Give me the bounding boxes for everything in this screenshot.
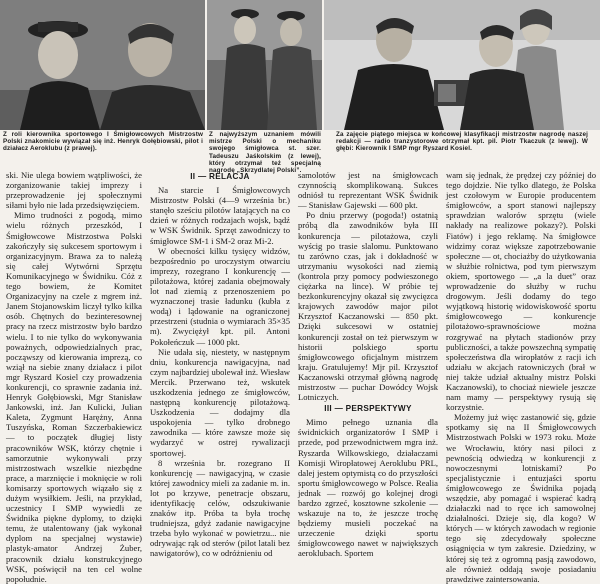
- paragraph: Mimo trudności z pogodą, mimo wielu różnych przeszkód, I Śmigłowcowe Mistrzostwa Polski zakończyły się sukcesem sportowym i organizacyjnym. Brawa za to należą się całej Wytwórni Sprzętu Komunikacyjnego w Świdniku. Cóż z tego bowiem, że Komitet Organizacyjny na czele z mgrem inż. Janem Stojanowskim liczył tylko kilka osób. Chętnych do bezinteresownej pracy na rzecz mistrzostw było bardzo wielu. I to nie tylko do wykonywania poważnych, odpowiedzialnych prac, począwszy od kierowania imprezą, co wziął na siebie znany działacz i pilot mgr Ryszard Kosiel czy prowadzenia konkurencji, co sprawnie zadania inż. Henryk Gołębiowski, Mgr Stanisław Jankowski, inż. Jan Kulicki, Julian Kaleta, Zygmunt Harężny, Anna Tuszyńska, Roman Szczerbakiewicz — to początek długiej listy pracowników WSK, którzy chętnie i samorzutnie wykonywali przy mistrzostwach wszelkie niezbędne prace, a marznięcie i moknięcie w roli komisarzy sportowych wiązało się z dużym wysiłkiem. Jeśli, na przykład, uczestnicy I SMP wywiedli ze Świdnika piękne dyplomy, to dzięki temu, że utalentowany (jak wykonał dyplom na specjalnej wystawie) plastyk-amator Andrzej Żuber, pracownik działu konstrukcyjnego WSK, poświęcił na ten cel wolne popołudnie.: [6, 210, 142, 584]
- paragraph: wam się jednak, że prędzej czy później do tego dojdzie. Nie tylko dlatego, że Polska jest czołowym w Europie producentem śmigłowców, a sport stanowi najlepszy sprawdzian walorów sprzętu (wiele nakłady na realizowe pokazy?). Polski Fiatów) i jego reklamę. Na śmigłowce widzimy coraz większe zapotrzebowanie społeczne — ot, chociażby do użytkowania w służbie rolnictwa, pod tym pierwszym okiem, sportowego — „a la duet” oraz wprowadzenie do służby w ruchu drogowym. Jeśli dodamy do tego wyjątkową historię widowiskowość sportu śmigłowcowego — konkurencje pilotażowo-sprawnościowe można rozgrywać na płytach stadionów przy publiczności, a także powszechną sympatię społeczeństwa dla wiropłatów z racji ich udziału w akcjach ratowniczych (brał w niej także udział aktualny mistrz Polski Kaczanowski), to chociaż niewiele jeszcze nam mamy — perspektywy rysują się korzystnie.: [446, 170, 596, 413]
- paragraph: W obecności kilku tysięcy widzów, bezpośrednio po uroczystym otwarciu imprezy, rozegrano I konkurencję — pilotażowa, której zadania obejmowały lot nad ziemią z przenoszeniem po wyznaczonej trasie ładunku (kubła z wodą) i lądowanie na ograniczonej przestrzeni (studnia o wymiarach 35×35 m). Zwyciężył kpt. pil. Antoni Pokołeńczuk — 1000 pkt.: [150, 245, 290, 347]
- text-column-2: [150, 170, 290, 559]
- photo-tkaczuk-award: [324, 0, 600, 130]
- paragraph: samolotów jest na śmigłowcach czynnością skomplikowaną. Sukces odniósł tu reprezentant WSK Świdnik — Stanisław Gajewski — 600 pkt.: [298, 170, 438, 211]
- photo-jaskolski: [207, 0, 322, 130]
- caption-photo-1: Z roli kierownika sportowego I Śmigłowcowych Mistrzostw Polski znakomicie wywiązał się inż. Henryk Gołębiowski, pilot i działacz Aeroklubu (z prawej).: [3, 131, 203, 153]
- text-column-4: [446, 170, 596, 584]
- text-column-3: [298, 170, 438, 559]
- paragraph: Nie udała się, niestety, w następnym dniu, konkurencja nawigacyjna, nad czym najbardziej ubolewał inż. Wiesław Mercik. Przerwano też, wskutek uszkodzenia jednego ze śmigłowców, następną konkurencję pilotażową. Uszkodzenia — dodajmy dla uspokojenia — tylko drobnego zawodnika — które zawsze może się wydarzyć w ostrej rywalizacji sportowej.: [150, 346, 290, 458]
- caption-photo-3: Za zajęcie piątego miejsca w końcowej klasyfikacji mistrzostw nagrodę naszej redakcji — radio tranzystorowe otrzymał kpt. pil. Piotr Tkaczuk (z lewej). W głębi: Kierownik I SMP mgr Ryszard Kosiel.: [336, 131, 588, 153]
- paragraph: ski. Nie ulega bowiem wątpliwości, że zorganizowanie takiej imprezy i przeprowadzenie jej społecznymi siłami było nie lada przedsięwzięciem.: [6, 170, 142, 211]
- text-column-1: [6, 170, 142, 584]
- paragraph: 8 września br. rozegrano II konkurencję — nawigacyjną, w czasie której zawodnicy mieli za zadanie m. in. lot po krzywe, penetracje obszaru, identyfikację celów, odszukiwanie znaków itp. Próba ta była trochę trudniejsza, gdyż zadanie nawigacyjne trzeba było wykonać w powietrzu... nie odrywając rąk od sterów (pilot latali bez nawigatorów), co w odróżnieniu od: [150, 457, 290, 559]
- photo-strip: [0, 0, 600, 175]
- photo-golebiowski: [0, 0, 205, 130]
- paragraph: Mimo pełnego uznania dla świdnickich organizatorów I SMP i przede, pod przewodnictwem mgra inż. Ryszarda Wilkowskiego, działaczami Komisji Wiropłatowej Aeroklubu PRL, dalej jestem optymistą co do przyszłości sportu śmigłowcowego w Polsce. Realia jednak — rozwój go kolejnej drogi bardzo zgrzeć, kosztowne szkolenie — wskazuje na to, że jeszcze trochę będziemy musieli poczekać na urzeczenie dzięki sportu śmigłowcowego nawet w największych aeroklubach. Sportem: [298, 417, 438, 559]
- paragraph: Na starcie I Śmigłowcowych Mistrzostw Polski (4—9 września br.) stanęło sześciu pilotów latających na co dzień w różnych rodzajach wojsk, bądź w WSK Świdnik. Sprzęt zawodniczy to śmigłowce SM-1 i SM-2 oraz Mi-2.: [150, 185, 290, 246]
- paragraph: Po dniu przerwy (pogoda!) ostatnią próbą dla zawodników była III konkurencja — pilotażowa, czyli wyścig po trasie slalomu. Punktowano tu zarówno czas, jak i dokładność w utrzymaniu wysokości nad ziemią (kontrola przy pomocy podwieszonego ciężarka na lince). W próbie tej bezkonkurencyjny okazał się zwycięzca krajowych zawodów major pilot Krzysztof Kaczanowski — 850 pkt. Dzięki sukcesowi w ostatniej konkurencji został on też pierwszym w historii polskiego sportu śmigłowcowego oficjalnym mistrzem kraju. Gratulujemy! Mjr pil. Krzysztof Kaczanowski otrzymał główną nagrodę mistrzostw — puchar Dowódcy Wojsk Lotniczych.: [298, 210, 438, 403]
- section-heading-perspektywy: III — PERSPEKTYWY: [324, 404, 412, 414]
- paragraph: Możemy już więc zastanowić się, gdzie spotkamy się na II Śmigłowcowych Mistrzostwach Polski w 1973 roku. Może we Wrocławiu, który nasi piloci z pewnością odwiedzą w konkurencji z nowoczesnymi lotniskami? Po specjalistycznie i entuzjaści sportu śmigłowcowego ze Świdnika pojadą wszędzie, aby pomagać i wspierać kadrą działaczki nad to ręce ich samowolnej działalności. Dzieje się, dla kogo? W których — w których zawodach w regionie tego się zdecydowały społeczne osiągnięcia w tym zakresie. Dziedziny, w której się też z ogromną pasją zawodowo, ale również oddają swoje posiadaniu prawdziwe zaintersowania.: [446, 412, 596, 584]
- caption-photo-2: Z najwyższym uznaniem mówili mistrze Polski o mechaniku swojego śmigłowca st. szer. Tadeuszu Jaśkolskim (z lewej), który otrzymał też specjalną nagrodę „Skrzydlatej Polski”.: [209, 131, 321, 175]
- section-heading-relacja: II — RELACJA: [190, 172, 250, 181]
